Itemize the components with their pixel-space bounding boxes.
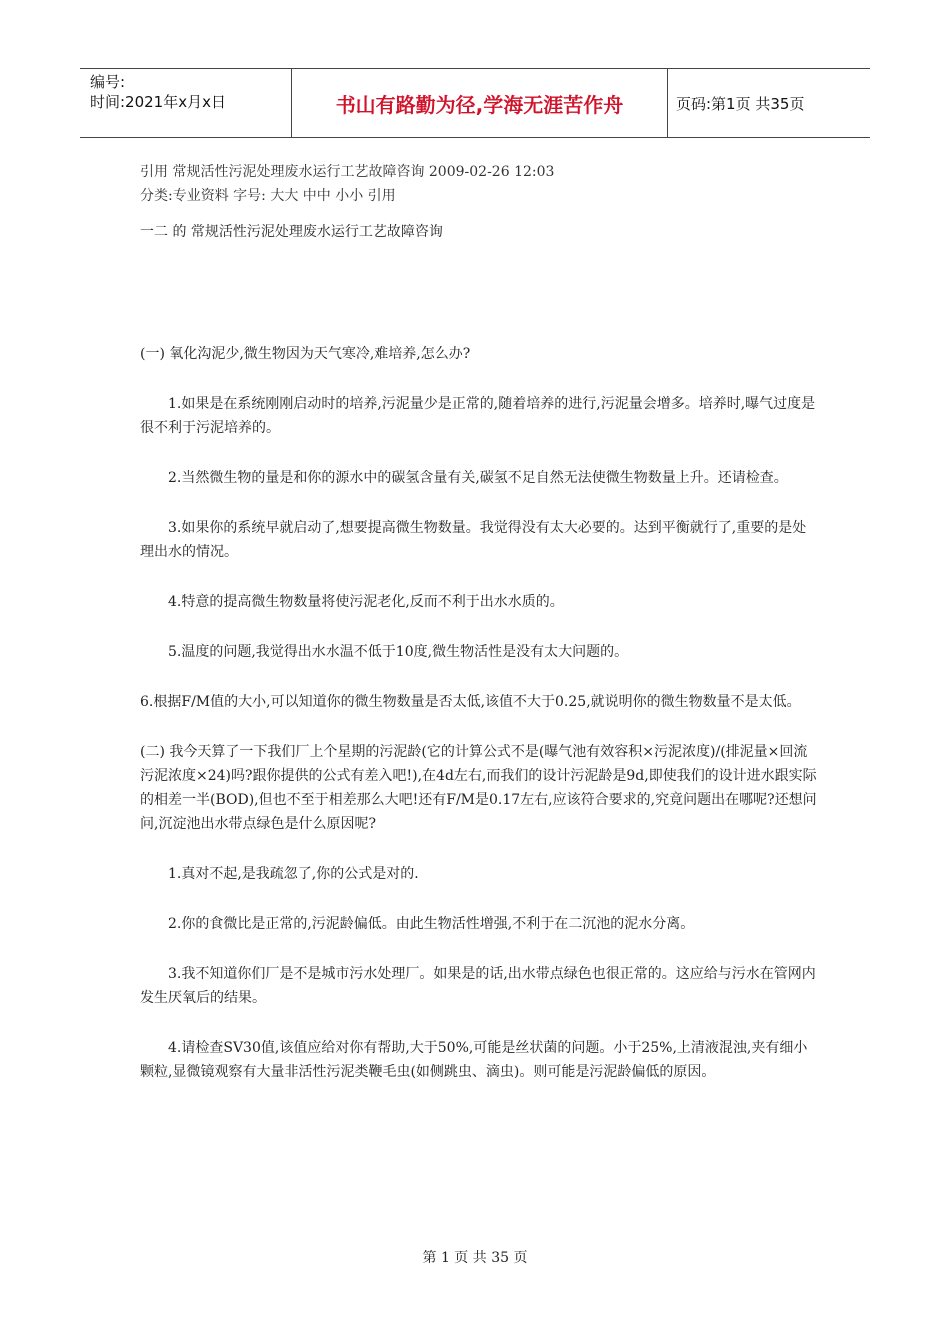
question-2: (二) 我今天算了一下我们厂上个星期的污泥龄(它的计算公式不是(曝气池有效容积×污泥浓度)/(排泥量×回流污泥浓度×24)吗?跟你提供的公式有差入吧!),在4d左右,而我们的设计污泥龄是9d,即使我们的设计进水跟实际的相差一半(BOD),但也不至于相差那么大吧!还有F/M是0.17左右,应该符合要求的,究竟问题出在哪呢?还想问问,沉淀池出水带点绿色是什么原因呢? — [140, 744, 817, 832]
answer-1-1: 1.如果是在系统刚刚启动时的培养,污泥量少是正常的,随着培养的进行,污泥量会增多。培养时,曝气过度是很不利于污泥培养的。 — [140, 396, 816, 436]
article-category-line: 分类:专业资料 字号: 大大 中中 小小 引用 — [140, 188, 396, 204]
page-footer: 第 1 页 共 35 页 — [422, 1250, 528, 1266]
answer-1-4: 4.特意的提高微生物数量将使污泥老化,反而不利于出水水质的。 — [168, 594, 564, 610]
answer-1-3: 3.如果你的系统早就启动了,想要提高微生物数量。我觉得没有太大必要的。达到平衡就行了,重要的是处理出水的情况。 — [140, 520, 807, 560]
header-page-info: 页码:第1页 共35页 — [676, 94, 805, 113]
header-meta-cell — [80, 69, 292, 137]
answer-2-4: 4.请检查SV30值,该值应给对你有帮助,大于50%,可能是丝状菌的问题。小于25%,上清液混浊,夹有细小颗粒,显微镜观察有大量非活性污泥类鞭毛虫(如侧跳虫、滴虫)。则可能是污泥龄偏低的原因。 — [140, 1040, 808, 1080]
answer-1-2: 2.当然微生物的量是和你的源水中的碳氢含量有关,碳氢不足自然无法使微生物数量上升。还请检查。 — [168, 470, 788, 486]
article-meta-line: 引用 常规活性污泥处理废水运行工艺故障咨询 2009-02-26 12:03 — [140, 164, 555, 180]
answer-1-5: 5.温度的问题,我觉得出水水温不低于10度,微生物活性是没有太大问题的。 — [168, 644, 629, 660]
answer-2-1: 1.真对不起,是我疏忽了,你的公式是对的. — [168, 866, 419, 882]
document-body — [140, 160, 820, 1084]
answer-2-3: 3.我不知道你们厂是不是城市污水处理厂。如果是的话,出水带点绿色也很正常的。这应给与污水在管网内发生厌氧后的结果。 — [140, 966, 816, 1006]
answer-1-6: 6.根据F/M值的大小,可以知道你的微生物数量是否太低,该值不大于0.25,就说明你的微生物数量不是太低。 — [140, 694, 801, 710]
header-motto: 书山有路勤为径,学海无涯苦作舟 — [292, 69, 668, 137]
question-1: (一) 氧化沟泥少,微生物因为天气寒冷,难培养,怎么办? — [140, 346, 471, 362]
code-label: 编号: — [90, 73, 126, 91]
document-header — [80, 68, 870, 138]
section-title: 一二 的 常规活性污泥处理废水运行工艺故障咨询 — [140, 224, 443, 240]
answer-2-2: 2.你的食微比是正常的,污泥龄偏低。由此生物活性增强,不利于在二沉池的泥水分离。 — [168, 916, 695, 932]
time-label: 时间:2021年x月x日 — [90, 93, 226, 111]
